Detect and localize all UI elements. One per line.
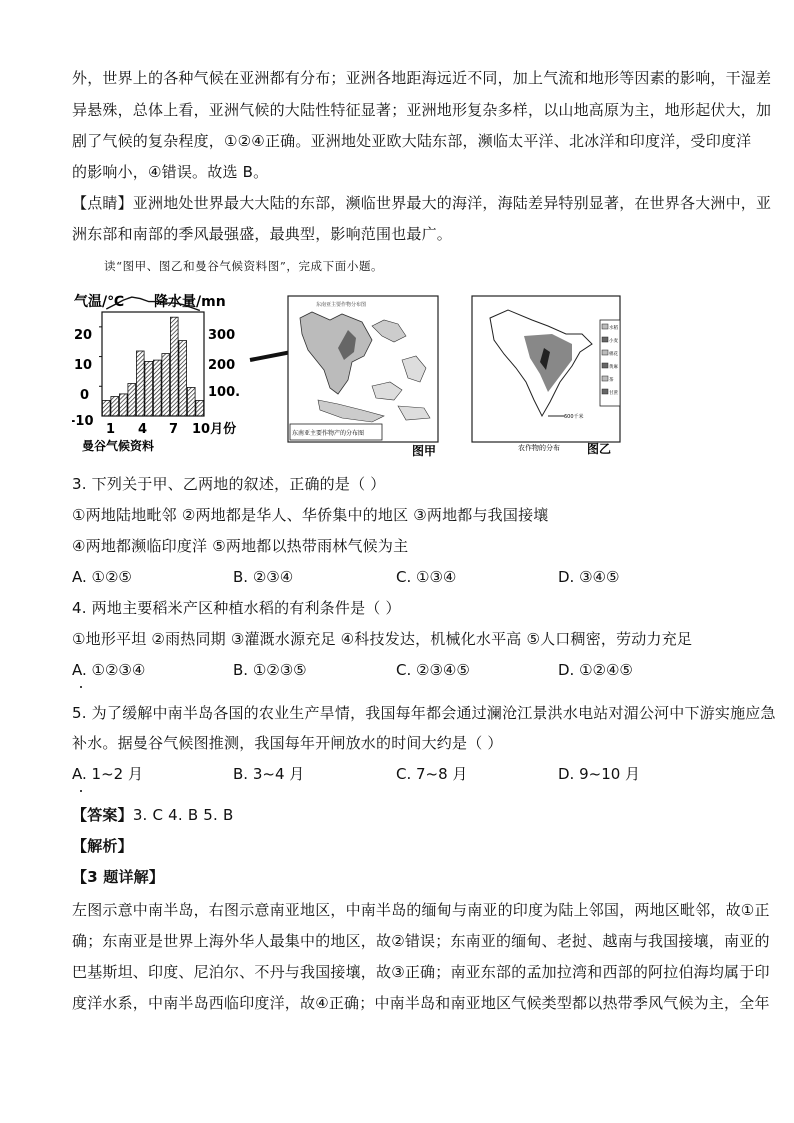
analysis-label: 【解析】: [72, 837, 133, 855]
x-tick: 4: [138, 422, 148, 437]
legend-swatch: [602, 324, 608, 329]
precip-bar: [119, 394, 127, 416]
legend-label: 茶: [609, 378, 614, 383]
precip-bar: [162, 354, 170, 416]
legend-swatch: [602, 350, 608, 355]
paragraph-line: 剧了气候的复杂程度，①②④正确。亚洲地处亚欧大陆东部，濒临太平洋、北冰洋和印度洋，受印度洋: [72, 132, 752, 150]
analysis-line: 度洋水系，中南半岛西临印度洋，故④正确；中南半岛和南亚地区气候类型都以热带季风气候为主，全年: [72, 994, 770, 1012]
paragraph-line: 的影响小，④错误。故选 B。: [72, 163, 269, 181]
left-tick: 10: [74, 358, 93, 373]
option-a[interactable]: A. 1~2 月: [72, 765, 143, 783]
precip-bar: [128, 384, 136, 417]
map-b-caption: 农作物的分布: [518, 444, 560, 452]
paragraph-line: 外，世界上的各种气候在亚洲都有分布；亚洲各地距海远近不同，加上气流和地形等因素的影响，干湿差: [72, 69, 772, 87]
precip-bar: [153, 360, 161, 416]
answer-text: 3. C 4. B 5. B: [132, 806, 234, 824]
option-a[interactable]: A. ①②③④: [72, 661, 146, 679]
option-c[interactable]: C. ②③④⑤: [396, 661, 470, 679]
option-b[interactable]: B. 3~4 月: [233, 765, 305, 783]
map-a-title: 东南亚主要作物产的分布图: [292, 430, 365, 437]
map-b: [472, 296, 620, 456]
right-tick: 200: [208, 358, 236, 373]
legend-label: 甘蔗: [609, 391, 618, 396]
x-tick: 7: [169, 422, 179, 437]
answer-label: 【答案】: [72, 806, 133, 824]
legend-label: 黄麻: [609, 365, 618, 370]
x-tick: 1: [106, 422, 116, 437]
legend-label: 水稻: [609, 326, 618, 331]
map-b-label: 图乙: [587, 442, 612, 456]
option-b[interactable]: B. ②③④: [233, 568, 294, 586]
precip-bar: [145, 361, 153, 416]
precip-bar: [111, 397, 119, 417]
tip-line: 洲东部和南部的季风最强盛，最典型，影响范围也最广。: [72, 225, 453, 243]
precip-bar: [196, 400, 204, 416]
legend-label: 小麦: [609, 339, 618, 344]
question-stem: 补水。据曼谷气候图推测，我国每年开闸放水的时间大约是（ ）: [72, 734, 503, 752]
precip-bar: [136, 351, 144, 416]
option-d[interactable]: D. 9~10 月: [558, 765, 641, 783]
speck-mark: [80, 686, 82, 688]
climate-chart: [72, 293, 240, 453]
option-c[interactable]: C. 7~8 月: [396, 765, 468, 783]
analysis-sub-label: 【3 题详解】: [72, 868, 165, 886]
analysis-line: 巴基斯坦、印度、尼泊尔、不丹与我国接壤，故③正确；南亚东部的孟加拉湾和西部的阿拉伯海均属于印: [72, 963, 770, 981]
precip-bar: [102, 400, 110, 416]
climate-ylabel-right: 降水量/mn: [154, 294, 226, 310]
climate-plot: [99, 297, 204, 416]
question-stem: 5. 为了缓解中南半岛各国的农业生产旱情，我国每年都会通过澜沧江景洪水电站对湄公河中下游实施应急: [72, 704, 776, 722]
question-items: ④两地都濒临印度洋 ⑤两地都以热带雨林气候为主: [72, 537, 409, 555]
option-d[interactable]: D. ③④⑤: [558, 568, 620, 586]
left-tick: -10: [72, 414, 94, 429]
figure-intro: 读“图甲、图乙和曼谷气候资料图”，完成下面小题。: [104, 259, 384, 273]
tip-line: 【点睛】亚洲地处世界最大大陆的东部，濒临世界最大的海洋，海陆差异特别显著，在世界各大洲中，亚: [72, 194, 772, 212]
left-tick: 20: [74, 328, 93, 343]
question-stem: 3. 下列关于甲、乙两地的叙述，正确的是（ ）: [72, 475, 386, 493]
map-b-scale: 600千米: [564, 414, 584, 420]
option-c[interactable]: C. ①③④: [396, 568, 457, 586]
x-axis-label: 10月份: [192, 422, 237, 437]
question-stem: 4. 两地主要稻米产区种植水稻的有利条件是（ ）: [72, 599, 401, 617]
map-a: [288, 296, 438, 458]
svg-text:东南亚主要作物分布图: 东南亚主要作物分布图: [316, 302, 367, 308]
question-items: ①两地陆地毗邻 ②两地都是华人、华侨集中的地区 ③两地都与我国接壤: [72, 506, 549, 524]
analysis-line: 确；东南亚是世界上海外华人最集中的地区，故②错误；东南亚的缅甸、老挝、越南与我国接壤，南亚的: [72, 932, 770, 950]
left-tick: 0: [80, 388, 90, 403]
precip-bar: [179, 341, 187, 416]
analysis-line: 左图示意中南半岛，右图示意南亚地区，中南半岛的缅甸与南亚的印度为陆上邻国，两地区毗邻，故①正: [72, 901, 770, 919]
climate-title: 曼谷气候资料: [82, 439, 155, 453]
legend-swatch: [602, 376, 608, 381]
legend-swatch: [602, 337, 608, 342]
right-tick: 100.: [208, 385, 241, 400]
legend-swatch: [602, 389, 608, 394]
question-items: ①地形平坦 ②雨热同期 ③灌溉水源充足 ④科技发达，机械化水平高 ⑤人口稠密，劳动力充足: [72, 630, 693, 648]
paragraph-line: 异悬殊，总体上看，亚洲气候的大陆性特征显著；亚洲地形复杂多样，以山地高原为主，地形起伏大，加: [72, 101, 772, 119]
precip-bar: [170, 317, 178, 416]
precip-bar: [187, 387, 195, 416]
legend-label: 棉花: [609, 352, 618, 357]
option-a[interactable]: A. ①②⑤: [72, 568, 132, 586]
option-d[interactable]: D. ①②④⑤: [558, 661, 633, 679]
speck-mark: [80, 790, 82, 792]
figure-group: [72, 290, 632, 460]
map-a-label: 图甲: [412, 444, 437, 458]
right-tick: 300: [208, 328, 236, 343]
option-b[interactable]: B. ①②③⑤: [233, 661, 307, 679]
legend-swatch: [602, 363, 608, 368]
figure-svg: [72, 290, 632, 460]
climate-ylabel-left: 气温/℃: [74, 294, 125, 310]
answer-line: [72, 805, 726, 825]
